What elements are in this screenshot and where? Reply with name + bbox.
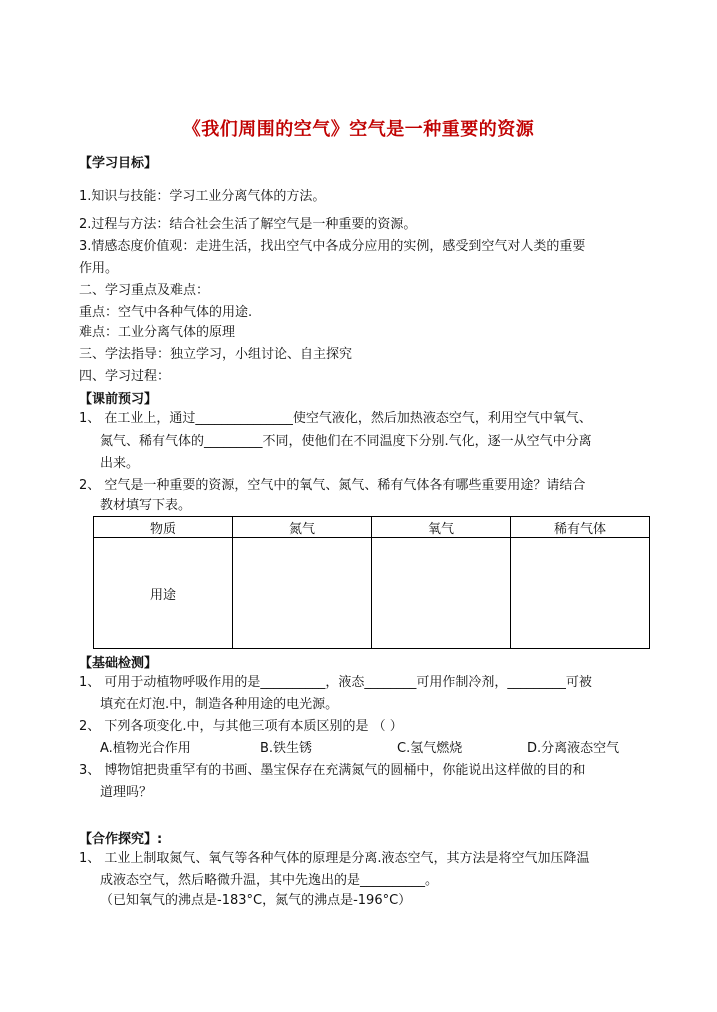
table-header-noble-gas: 稀有气体 bbox=[511, 517, 650, 538]
basic-q2-option-b: B.铁生锈 bbox=[260, 741, 313, 756]
goal-item-3-line1: 3.情感态度价值观：走进生活，找出空气中各成分应用的实例，感受到空气对人类的重要 bbox=[79, 239, 586, 254]
preview-q2-line1: 2、 空气是一种重要的资源，空气中的氧气、氮气、稀有气体各有哪些重要用途？请结合 bbox=[79, 478, 586, 493]
basic-q1-line1: 1、 可用于动植物呼吸作用的是__________，液态________可用作制冷剂，_________可被 bbox=[79, 675, 592, 690]
page-title: 《我们周围的空气》空气是一种重要的资源 bbox=[182, 119, 535, 140]
table-header-row bbox=[94, 517, 650, 538]
keypoint-difficulty: 难点：工业分离气体的原理 bbox=[79, 325, 236, 340]
table-row-label-uses: 用途 bbox=[94, 538, 233, 649]
keypoint-focus: 重点：空气中各种气体的用途. bbox=[79, 305, 253, 320]
preview-q1-line3: 出来。 bbox=[100, 456, 140, 471]
table-header-oxygen: 氧气 bbox=[372, 517, 511, 538]
basic-q3-line2: 道理吗？ bbox=[100, 785, 153, 800]
gas-uses-table bbox=[93, 516, 650, 649]
preview-q2-line2: 教材填写下表。 bbox=[100, 498, 192, 513]
basic-heading: 【基础检测】 bbox=[79, 656, 158, 671]
table-cell-noble-gas-uses[interactable] bbox=[511, 538, 650, 649]
basic-q2-option-d: D.分离液态空气 bbox=[527, 741, 620, 756]
preview-q1-line1: 1、 在工业上，通过_______________使空气液化，然后加热液态空气，利用空气中氧气、 bbox=[79, 411, 592, 426]
explore-q1-line2: 成液态空气，然后略微升温，其中先逸出的是__________。 bbox=[100, 873, 439, 888]
basic-q2-option-c: C.氢气燃烧 bbox=[397, 741, 463, 756]
table-cell-oxygen-uses[interactable] bbox=[372, 538, 511, 649]
table-cell-nitrogen-uses[interactable] bbox=[233, 538, 372, 649]
table-row-uses bbox=[94, 538, 650, 649]
preview-q1-line2: 氮气、稀有气体的_________不同，使他们在不同温度下分别.气化，逐一从空气中分离 bbox=[100, 434, 592, 449]
table-header-substance: 物质 bbox=[94, 517, 233, 538]
basic-q1-line2: 填充在灯泡.中，制造各种用途的电光源。 bbox=[100, 697, 339, 712]
preview-heading: 【课前预习】 bbox=[79, 392, 158, 407]
goal-item-1: 1.知识与技能：学习工业分离气体的方法。 bbox=[79, 189, 326, 204]
goal-item-3-line2: 作用。 bbox=[79, 261, 119, 276]
method-guidance: 三、学法指导：独立学习，小组讨论、自主探究 bbox=[79, 347, 353, 362]
explore-q1-note: （已知氧气的沸点是-183°C，氮气的沸点是-196°C） bbox=[100, 893, 412, 908]
process-heading: 四、学习过程： bbox=[79, 369, 171, 384]
basic-q2-option-a: A.植物光合作用 bbox=[100, 741, 191, 756]
explore-q1-line1: 1、 工业上制取氮气、氧气等各种气体的原理是分离.液态空气，其方法是将空气加压降温 bbox=[79, 851, 590, 866]
explore-heading: 【合作探究】: bbox=[79, 832, 163, 847]
basic-q3-line1: 3、 博物馆把贵重罕有的书画、墨宝保存在充满氮气的圆桶中，你能说出这样做的目的和 bbox=[79, 763, 586, 778]
goal-item-2: 2.过程与方法：结合社会生活了解空气是一种重要的资源。 bbox=[79, 217, 417, 232]
basic-q2: 2、 下列各项变化.中，与其他三项有本质区别的是 （ ） bbox=[79, 719, 403, 734]
keypoints-heading: 二、学习重点及难点： bbox=[79, 283, 210, 298]
goals-heading: 【学习目标】 bbox=[79, 156, 158, 171]
table-header-nitrogen: 氮气 bbox=[233, 517, 372, 538]
